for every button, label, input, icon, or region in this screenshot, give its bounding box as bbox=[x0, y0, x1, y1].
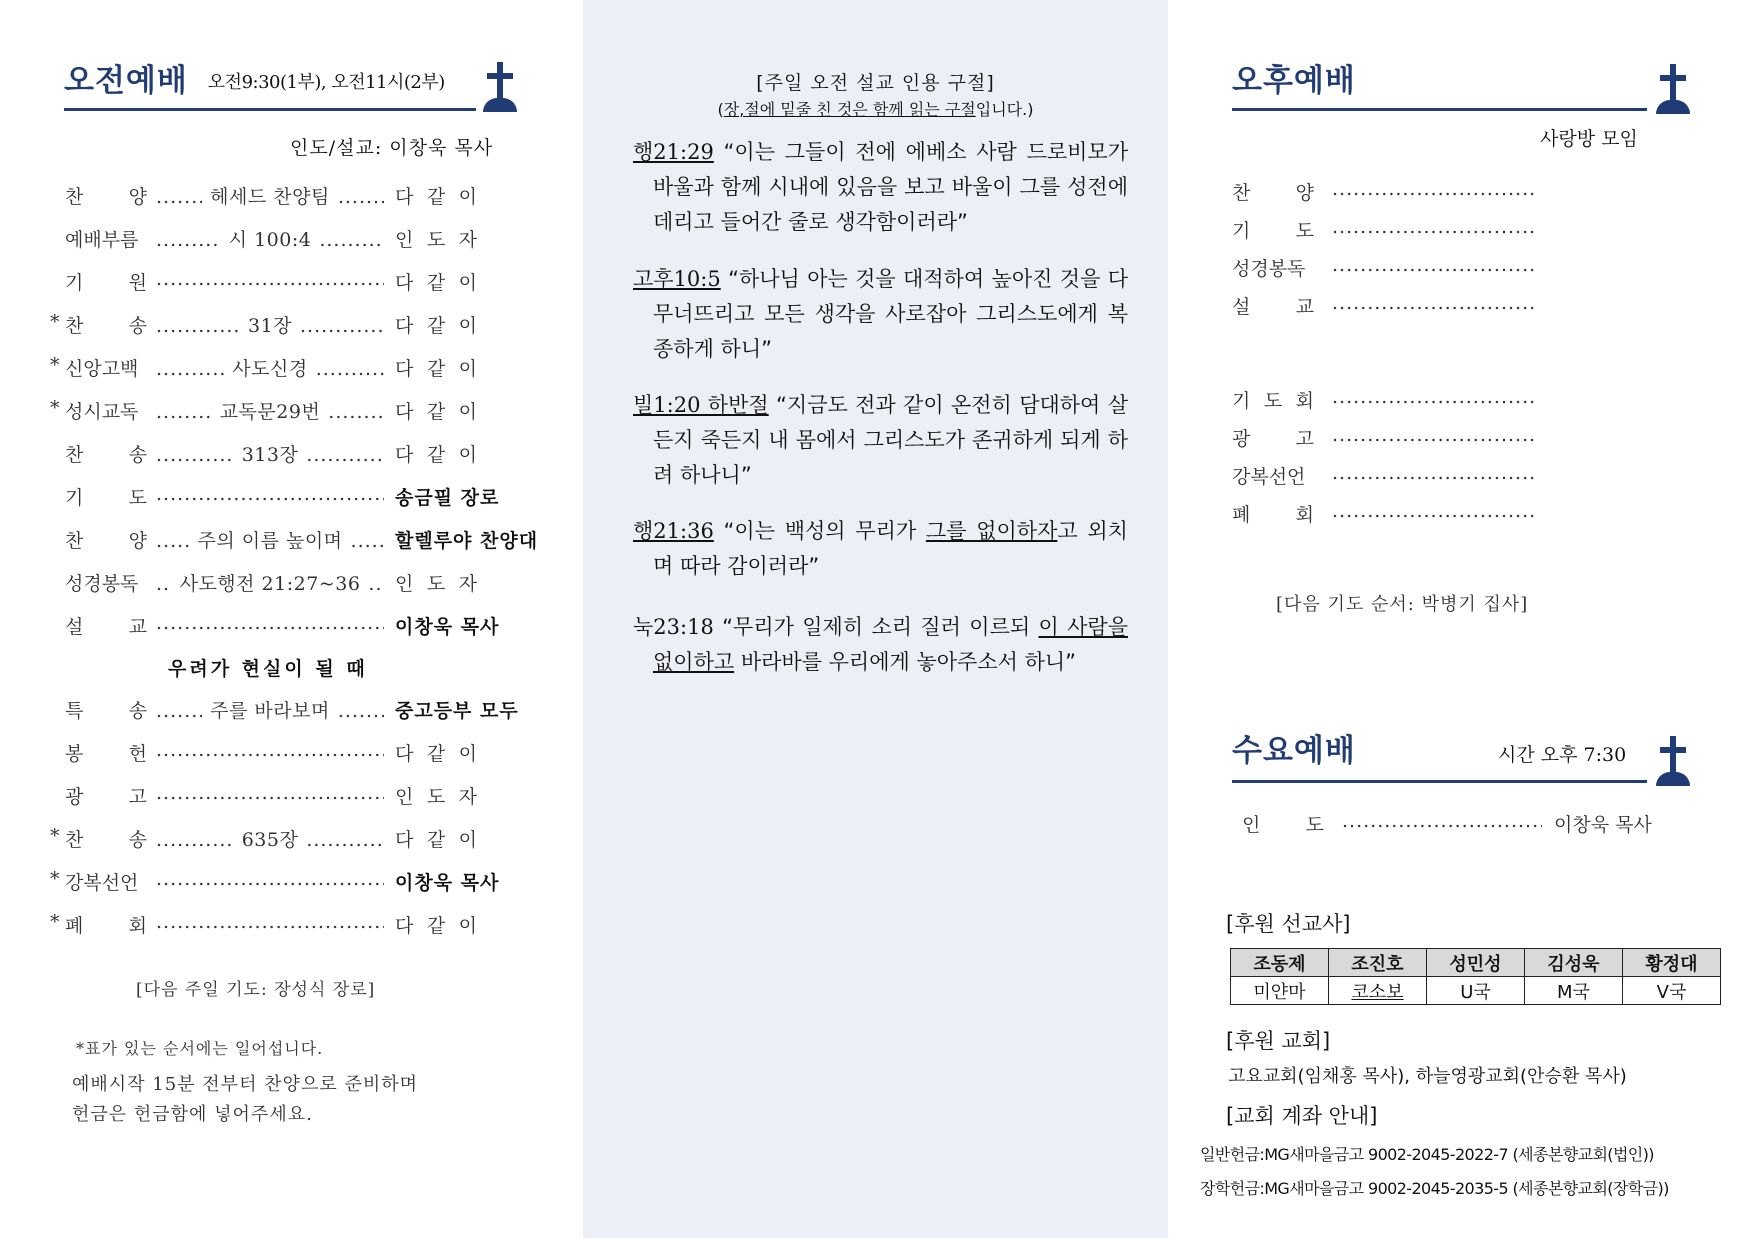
order-label: 찬 양 bbox=[65, 530, 147, 552]
order-detail: ..... 313장 ..... bbox=[156, 440, 384, 467]
order-row bbox=[50, 911, 540, 954]
verse-reference: 고후10:5 bbox=[633, 267, 721, 291]
order-detail: ..... 주를 바라보며 ..... bbox=[156, 696, 384, 723]
order-person: 다 같 이 bbox=[395, 186, 477, 208]
order-row bbox=[50, 868, 540, 911]
dot-leader bbox=[156, 739, 384, 761]
missionaries-table bbox=[1230, 948, 1721, 1005]
dot-leader bbox=[1332, 500, 1537, 522]
morning-service-column bbox=[0, 0, 583, 1240]
order-label: 기 도 bbox=[65, 487, 147, 509]
order-row bbox=[50, 612, 540, 655]
dot-leader bbox=[1342, 810, 1542, 832]
order-row bbox=[50, 354, 540, 397]
order-row bbox=[50, 739, 540, 782]
order-detail: ..... 시 100:4 ..... bbox=[156, 225, 384, 252]
order-detail bbox=[156, 739, 384, 761]
sermon-verses-header bbox=[583, 68, 1168, 120]
dot-leader bbox=[156, 483, 384, 505]
dot-leader bbox=[156, 229, 221, 251]
order-person: 다 같 이 bbox=[395, 272, 477, 294]
dot-leader bbox=[1332, 216, 1537, 238]
order-detail bbox=[156, 612, 384, 634]
dot-leader bbox=[338, 700, 384, 722]
order-row bbox=[50, 268, 540, 311]
missionary-place: 미얀마 bbox=[1231, 977, 1329, 1005]
order-row bbox=[1232, 254, 1652, 292]
order-label: 기 도 회 bbox=[1232, 390, 1314, 412]
order-row bbox=[50, 397, 540, 440]
dot-leader bbox=[351, 530, 384, 552]
dot-leader bbox=[156, 782, 384, 804]
dot-leader bbox=[319, 229, 384, 251]
scholarship-offering-account: 장학헌금:MG새마을금고 9002-2045-2035-5 (세종본향교회(장학금)) bbox=[1200, 1179, 1669, 1198]
order-detail: ..... 635장 ..... bbox=[156, 825, 384, 852]
verse-block bbox=[633, 262, 1128, 367]
order-label: 성시교독 bbox=[65, 401, 139, 423]
verse-reference: 빌1:20 하반절 bbox=[633, 393, 769, 417]
dot-leader bbox=[156, 868, 384, 890]
order-person: 이창욱 목사 bbox=[395, 872, 500, 894]
order-detail bbox=[156, 268, 384, 290]
dot-leader bbox=[338, 186, 384, 208]
order-label: 찬 양 bbox=[65, 186, 147, 208]
missionary-name: 성민성 bbox=[1427, 949, 1525, 977]
dot-leader bbox=[1332, 292, 1537, 314]
verse-text: “무리가 일제히 소리 질러 이르되 bbox=[713, 615, 1039, 639]
order-person: 중고등부 모두 bbox=[395, 700, 519, 722]
order-row bbox=[1232, 462, 1652, 500]
morning-order-list bbox=[50, 182, 540, 655]
order-person: 다 같 이 bbox=[395, 358, 477, 380]
order-row bbox=[50, 182, 540, 225]
prepare-note-line2: 헌금은 헌금함에 넣어주세요. bbox=[72, 1104, 313, 1125]
dot-leader bbox=[156, 401, 212, 423]
sermon-verses-title: [주일 오전 설교 인용 구절] bbox=[756, 72, 995, 94]
dot-leader bbox=[156, 315, 240, 337]
dot-leader bbox=[156, 573, 172, 595]
order-label: 강복선언 bbox=[65, 872, 139, 894]
wednesday-header-rule bbox=[1232, 780, 1647, 783]
verse-reference: 행21:29 bbox=[633, 140, 714, 164]
order-label: 예배부름 bbox=[65, 229, 139, 251]
wednesday-service-title: 수요예배 bbox=[1232, 733, 1356, 769]
order-detail bbox=[156, 782, 384, 804]
wednesday-leader-label: 인 도 bbox=[1242, 814, 1324, 836]
order-detail: ..... 헤세드 찬양팀 ..... bbox=[156, 182, 384, 209]
verse-text: “지금도 전과 같이 온전히 담대하여 살든지 죽든지 내 몸에서 그리스도가 존귀하게 되게 하려 하나니” bbox=[653, 393, 1128, 487]
standing-marker: * bbox=[50, 911, 60, 933]
order-label: 찬 송 bbox=[65, 444, 147, 466]
afternoon-service-header bbox=[1232, 63, 1356, 99]
dot-leader bbox=[156, 444, 234, 466]
dot-leader bbox=[156, 358, 224, 380]
order-label: 특 송 bbox=[65, 700, 147, 722]
missionary-name: 조진호 bbox=[1329, 949, 1427, 977]
order-person: 송금필 장로 bbox=[395, 487, 500, 509]
dot-leader bbox=[1332, 386, 1537, 408]
order-person: 이창욱 목사 bbox=[395, 616, 500, 638]
order-label: 설 교 bbox=[1232, 296, 1314, 318]
order-person: 다 같 이 bbox=[395, 915, 477, 937]
sermon-verses-panel bbox=[583, 0, 1168, 1238]
verse-read-together: 그를 없이하자 bbox=[925, 519, 1058, 543]
order-label: 찬 양 bbox=[1232, 182, 1314, 204]
verse-block bbox=[633, 514, 1128, 584]
order-row bbox=[50, 825, 540, 868]
order-label: 폐 회 bbox=[1232, 504, 1314, 526]
morning-service-times: 오전9:30(1부), 오전11시(2부) bbox=[207, 72, 445, 93]
order-row bbox=[50, 569, 540, 612]
order-label: 광 고 bbox=[1232, 428, 1314, 450]
supported-churches: 고요교회(임채홍 목사), 하늘영광교회(안승환 목사) bbox=[1228, 1066, 1627, 1087]
dot-leader bbox=[1332, 178, 1537, 200]
order-person: 다 같 이 bbox=[395, 743, 477, 765]
morning-service-header bbox=[64, 63, 445, 99]
churches-heading: [후원 교회] bbox=[1226, 1029, 1331, 1053]
order-row bbox=[50, 483, 540, 526]
standing-marker: * bbox=[50, 397, 60, 419]
order-row bbox=[50, 696, 540, 739]
morning-header-rule bbox=[64, 108, 476, 111]
verse-text: “하나님 아는 것을 대적하여 높아진 것을 다 무너뜨리고 모든 생각을 사로잡아 그리스도에게 복종하게 하니” bbox=[653, 267, 1128, 361]
order-person: 다 같 이 bbox=[395, 829, 477, 851]
order-person: 인 도 자 bbox=[395, 573, 477, 595]
order-detail: ..... 주의 이름 높이며 ..... bbox=[156, 526, 384, 553]
morning-leader: 인도/설교: 이창욱 목사 bbox=[290, 137, 494, 159]
order-label: 성경봉독 bbox=[65, 573, 139, 595]
order-row bbox=[1232, 178, 1652, 216]
order-person: 다 같 이 bbox=[395, 401, 477, 423]
order-detail bbox=[156, 868, 384, 890]
verse-block bbox=[633, 610, 1128, 680]
afternoon-order-list-2 bbox=[1232, 386, 1652, 538]
standing-note: *표가 있는 순서에는 일어섭니다. bbox=[76, 1039, 324, 1058]
missionary-names-row bbox=[1231, 949, 1721, 977]
order-label: 기 원 bbox=[65, 272, 147, 294]
dot-leader bbox=[156, 829, 234, 851]
verse-block bbox=[633, 388, 1128, 493]
missionary-place: V국 bbox=[1623, 977, 1721, 1005]
standing-marker: * bbox=[50, 311, 60, 333]
missionary-place: 코소보 bbox=[1329, 977, 1427, 1005]
sermon-verses-subtitle: (장,절에 밑줄 친 것은 함께 읽는 구절입니다.) bbox=[717, 100, 1034, 119]
afternoon-order-list bbox=[1232, 178, 1652, 330]
morning-service-title: 오전예배 bbox=[64, 63, 188, 99]
next-prayer-note: [다음 주일 기도: 장성식 장로] bbox=[136, 980, 376, 1000]
morning-order-list-2 bbox=[50, 696, 540, 954]
afternoon-note: 사랑방 모임 bbox=[1540, 128, 1638, 150]
order-row bbox=[1232, 424, 1652, 462]
wednesday-leader-row bbox=[1242, 810, 1682, 848]
missionary-name: 김성욱 bbox=[1525, 949, 1623, 977]
order-label: 광 고 bbox=[65, 786, 147, 808]
order-person: 다 같 이 bbox=[395, 315, 477, 337]
order-row bbox=[50, 782, 540, 825]
accounts-heading: [교회 계좌 안내] bbox=[1226, 1104, 1378, 1128]
cross-icon bbox=[483, 62, 517, 112]
dot-leader bbox=[156, 186, 202, 208]
dot-leader bbox=[328, 401, 384, 423]
verse-read-together: 이 사람을 없이하고 bbox=[653, 615, 1128, 674]
general-offering-account: 일반헌금:MG새마을금고 9002-2045-2022-7 (세종본향교회(법인)) bbox=[1200, 1145, 1654, 1164]
missionary-places-row bbox=[1231, 977, 1721, 1005]
order-label: 봉 헌 bbox=[65, 743, 147, 765]
order-row bbox=[50, 311, 540, 354]
order-label: 찬 송 bbox=[65, 315, 147, 337]
order-label: 기 도 bbox=[1232, 220, 1314, 242]
order-row bbox=[50, 440, 540, 483]
standing-marker: * bbox=[50, 354, 60, 376]
wednesday-leader: 이창욱 목사 bbox=[1554, 814, 1652, 836]
dot-leader bbox=[156, 268, 384, 290]
dot-leader bbox=[156, 530, 189, 552]
order-detail: ..... 사도신경 ..... bbox=[156, 354, 384, 381]
order-row bbox=[1232, 292, 1652, 330]
verse-text: 고 외치며 따라 감이러라” bbox=[653, 519, 1128, 578]
dot-leader bbox=[368, 573, 384, 595]
dot-leader bbox=[156, 612, 384, 634]
order-label: 성경봉독 bbox=[1232, 258, 1306, 280]
order-row bbox=[1232, 386, 1652, 424]
verse-reference: 행21:36 bbox=[633, 519, 714, 543]
prepare-note-line1: 예배시작 15분 전부터 찬양으로 준비하며 bbox=[72, 1074, 418, 1095]
missionaries-heading: [후원 선교사] bbox=[1226, 912, 1351, 936]
cross-icon bbox=[1656, 64, 1690, 114]
missionary-place: U국 bbox=[1427, 977, 1525, 1005]
order-person: 다 같 이 bbox=[395, 444, 477, 466]
order-detail: ..... 사도행전 21:27~36 ..... bbox=[156, 569, 384, 596]
order-person: 인 도 자 bbox=[395, 786, 477, 808]
sermon-title: 우려가 현실이 될 때 bbox=[168, 658, 368, 680]
verse-block bbox=[633, 135, 1128, 240]
missionary-name: 황정대 bbox=[1623, 949, 1721, 977]
missionary-place: M국 bbox=[1525, 977, 1623, 1005]
verse-text: “이는 그들이 전에 에베소 사람 드로비모가 바울과 함께 시내에 있음을 보고 바울이 그를 성전에 데리고 들어간 줄로 생각함이러라” bbox=[653, 140, 1128, 234]
standing-marker: * bbox=[50, 825, 60, 847]
standing-marker: * bbox=[50, 868, 60, 890]
cross-icon bbox=[1656, 736, 1690, 786]
verse-text: “이는 백성의 무리가 bbox=[713, 519, 926, 543]
order-detail: ..... 31장 ..... bbox=[156, 311, 384, 338]
afternoon-service-title: 오후예배 bbox=[1232, 63, 1356, 99]
order-label: 설 교 bbox=[65, 616, 147, 638]
order-row bbox=[50, 526, 540, 569]
afternoon-next-prayer: [다음 기도 순서: 박병기 집사] bbox=[1276, 594, 1529, 615]
dot-leader bbox=[156, 700, 202, 722]
right-column bbox=[1168, 0, 1753, 1240]
order-label: 폐 회 bbox=[65, 915, 147, 937]
order-label: 신앙고백 bbox=[65, 358, 139, 380]
order-row bbox=[1232, 216, 1652, 254]
order-detail bbox=[156, 911, 384, 933]
order-person: 인 도 자 bbox=[395, 229, 477, 251]
dot-leader bbox=[306, 444, 384, 466]
order-label: 강복선언 bbox=[1232, 466, 1306, 488]
order-detail bbox=[156, 483, 384, 505]
wednesday-service-header bbox=[1232, 733, 1356, 769]
verse-reference: 눅23:18 bbox=[633, 615, 714, 639]
order-label: 찬 송 bbox=[65, 829, 147, 851]
missionary-name: 조동제 bbox=[1231, 949, 1329, 977]
dot-leader bbox=[316, 358, 384, 380]
verse-text: 바라바를 우리에게 놓아주소서 하니” bbox=[734, 650, 1077, 674]
order-person: 할렐루야 찬양대 bbox=[395, 530, 539, 552]
dot-leader bbox=[1332, 254, 1537, 276]
order-row bbox=[50, 225, 540, 268]
dot-leader bbox=[306, 829, 384, 851]
order-detail: ..... 교독문29번 ..... bbox=[156, 397, 384, 424]
order-row bbox=[1232, 500, 1652, 538]
dot-leader bbox=[156, 911, 384, 933]
afternoon-header-rule bbox=[1232, 108, 1647, 111]
dot-leader bbox=[300, 315, 384, 337]
dot-leader bbox=[1332, 462, 1537, 484]
wednesday-time: 시간 오후 7:30 bbox=[1498, 744, 1627, 766]
dot-leader bbox=[1332, 424, 1537, 446]
